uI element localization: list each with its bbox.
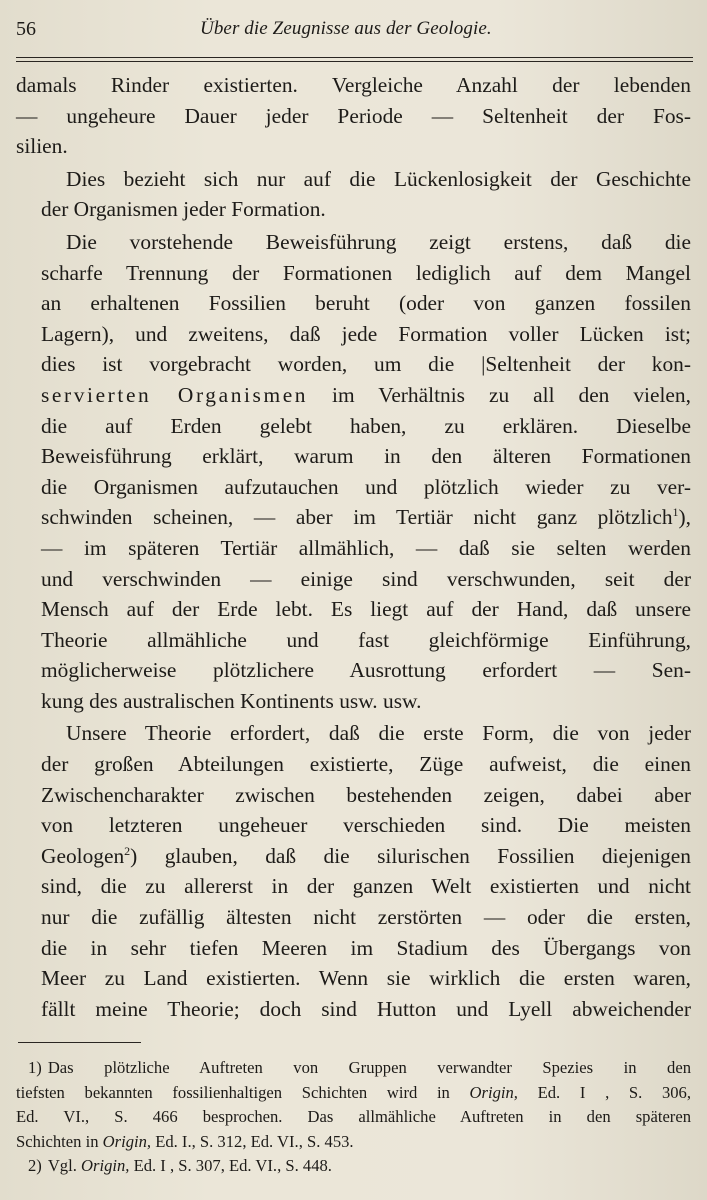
text-line: der großen Abteilungen existierte, Züge aufweist, die einen bbox=[41, 752, 691, 777]
footnote-rule bbox=[18, 1042, 141, 1043]
page-number: 56 bbox=[16, 18, 36, 40]
text-line: Mensch auf der Erde lebt. Es liegt auf der Hand, daß unsere bbox=[41, 597, 691, 622]
header-rule bbox=[16, 57, 693, 62]
footnote-marker: 2 bbox=[124, 843, 131, 858]
text-line: Theorie allmähliche und fast gleichförmige Einführung, bbox=[41, 627, 691, 652]
text-line: sind, die zu allererst in der ganzen Welt existierten und nicht bbox=[41, 874, 691, 899]
text-line: die auf Erden gelebt haben, zu erklären. Dieselbe bbox=[41, 413, 691, 438]
italic-title: Origin, bbox=[81, 1156, 130, 1175]
footnote-number: 2) bbox=[28, 1156, 42, 1175]
footnote-line: tiefsten bekannten fossilienhaltigen Schichten wird in Origin, Ed. I , S. 306, bbox=[16, 1082, 691, 1102]
text-line: scharfe Trennung der Formationen lediglich auf dem Mangel bbox=[41, 260, 691, 285]
footnotes bbox=[16, 1056, 691, 1179]
footnote-marker: 1 bbox=[672, 505, 679, 520]
text-line: Meer zu Land existierten. Wenn sie wirklich die ersten waren, bbox=[41, 966, 691, 991]
body-text bbox=[16, 70, 691, 1024]
text-line: Geologen$^2$) glauben, daß die silurischen Fossilien diejenigen bbox=[41, 843, 691, 868]
italic-title: Origin, bbox=[469, 1082, 518, 1102]
footnote bbox=[16, 1154, 691, 1179]
footnote-line: Ed. VI., S. 466 besprochen. Das allmähliche Auftreten in den späteren bbox=[16, 1107, 691, 1126]
text-line: Beweisführung erklärt, warum in den älteren Formationen bbox=[41, 444, 691, 469]
text-line: an erhaltenen Fossilien beruht (oder von ganzen fossilen bbox=[41, 291, 691, 316]
text-line: die Organismen aufzutauchen und plötzlich wieder zu ver- bbox=[41, 474, 691, 499]
running-head bbox=[16, 16, 691, 42]
text-line: Zwischencharakter zwischen bestehenden zeigen, dabei aber bbox=[41, 782, 691, 807]
text-line: Die vorstehende Beweisführung zeigt erstens, daß die bbox=[66, 229, 691, 254]
footnote bbox=[16, 1056, 691, 1154]
text-line: schwinden scheinen, — aber im Tertiär nicht ganz plötzlich$^1$), bbox=[41, 505, 691, 530]
running-title: Über die Zeugnisse aus der Geologie. bbox=[200, 18, 492, 39]
text-line: kung des australischen Kontinents usw. usw. bbox=[41, 688, 422, 713]
spaced-emphasis: servierten Organismen bbox=[41, 382, 309, 407]
text-line: dies ist vorgebracht worden, um die |Seltenheit der kon- bbox=[41, 352, 691, 377]
text-line: Lagern), und zweitens, daß jede Formation voller Lücken ist; bbox=[41, 321, 691, 346]
text-line: nur die zufällig ältesten nicht zerstörten — oder die ersten, bbox=[41, 905, 691, 930]
text-line: der Organismen jeder Formation. bbox=[41, 197, 326, 222]
text-line: — ungeheure Dauer jeder Periode — Seltenheit der Fos- bbox=[16, 103, 691, 128]
text-line: und verschwinden — einige sind verschwunden, seit der bbox=[41, 566, 691, 591]
footnote-line: 1) Das plötzliche Auftreten von Gruppen verwandter Spezies in den bbox=[28, 1058, 691, 1077]
text-line: — im späteren Tertiär allmählich, — daß sie selten werden bbox=[41, 535, 691, 560]
text-line: Unsere Theorie erfordert, daß die erste Form, die von jeder bbox=[66, 721, 691, 746]
text-line: servierten Organismen im Verhältnis zu all den vielen, bbox=[41, 382, 691, 407]
paragraph bbox=[16, 718, 691, 1024]
paragraph bbox=[16, 164, 691, 225]
footnote-number: 1) bbox=[28, 1058, 42, 1077]
footnote-line: 2) Vgl. Origin, Ed. I , S. 307, Ed. VI., S. 448. bbox=[28, 1156, 332, 1175]
text-line: Dies bezieht sich nur auf die Lückenlosigkeit der Geschichte bbox=[66, 166, 691, 191]
italic-title: Origin, bbox=[102, 1131, 152, 1151]
text-line: möglicherweise plötzlichere Ausrottung erfordert — Sen- bbox=[41, 658, 691, 683]
text-line: die in sehr tiefen Meeren im Stadium des Übergangs von bbox=[41, 935, 691, 960]
text-line: fällt meine Theorie; doch sind Hutton und Lyell abweichender bbox=[41, 996, 691, 1021]
paragraph bbox=[16, 227, 691, 717]
footnote-line: Schichten in Origin, Ed. I., S. 312, Ed. VI., S. 453. bbox=[16, 1131, 354, 1151]
text-line: von letzteren ungeheuer verschieden sind. Die meisten bbox=[41, 813, 691, 838]
paragraph bbox=[16, 70, 691, 162]
text-line: silien. bbox=[16, 134, 68, 159]
text-line: damals Rinder existierten. Vergleiche Anzahl der lebenden bbox=[16, 73, 691, 97]
